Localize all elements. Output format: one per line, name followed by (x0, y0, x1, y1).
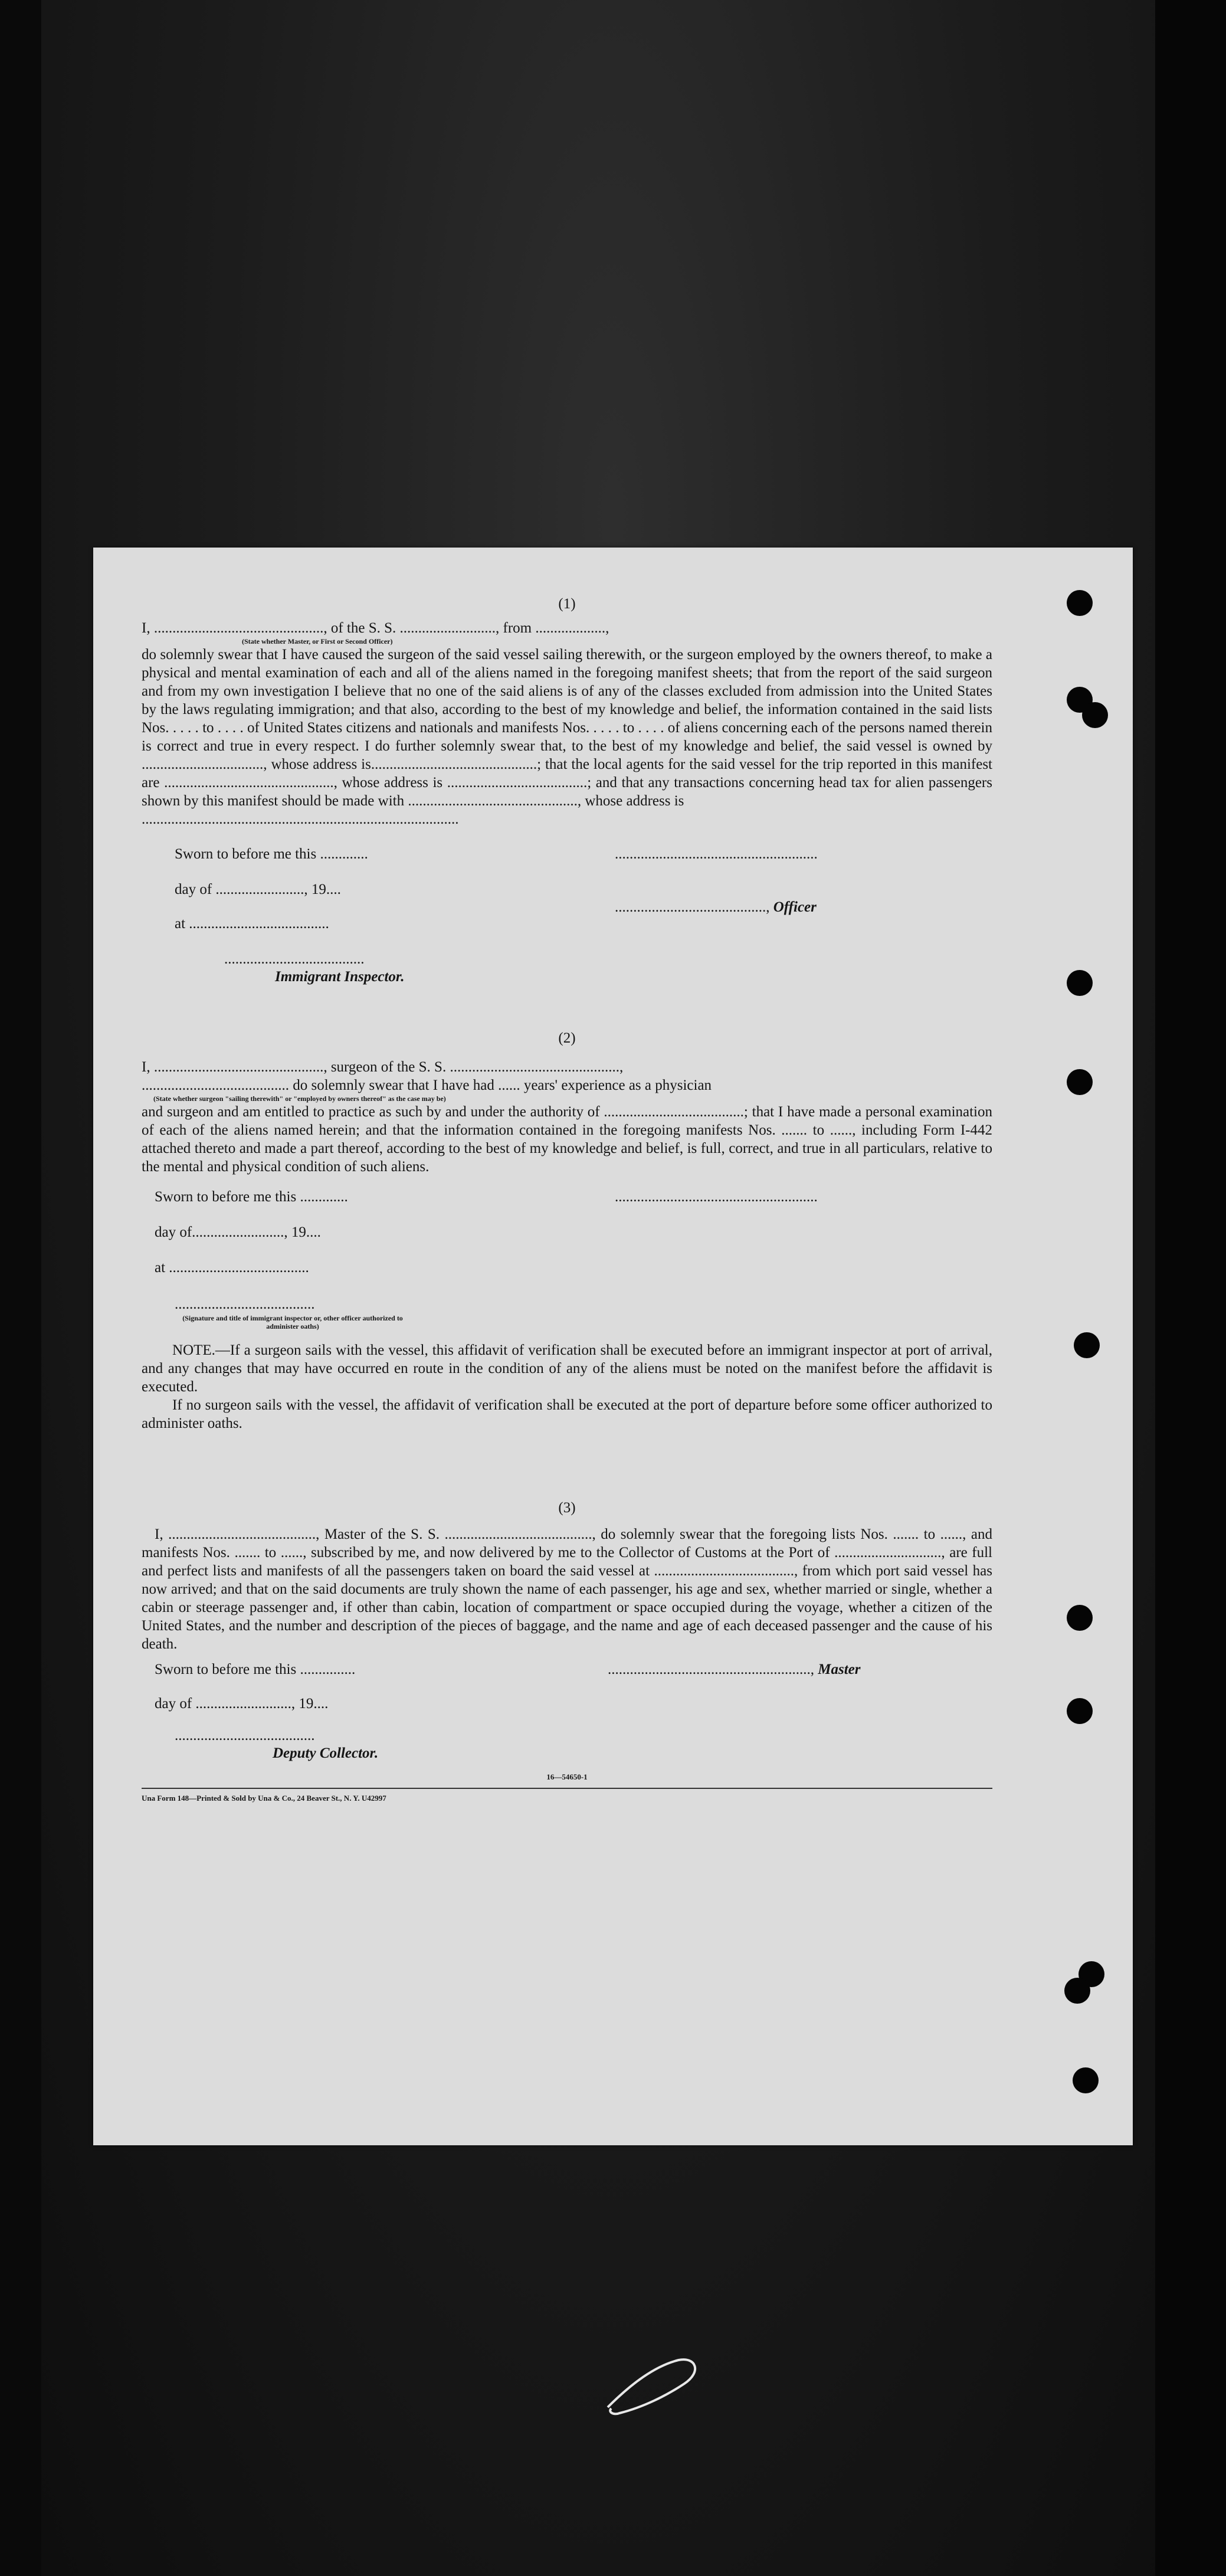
affidavit-text: do solemnly swear that I have caused the surgeon of the said vessel sailing therewith, or the surgeon employed by the owners thereof, to make a physical and mental examination of each and all of the aliens named in the foregoing manifest sheets; that from the report of the said surgeon and from my own investigation I believe that no one of the said aliens is of any of the classes excluded from admission into the United States by the laws regulating immigration; and that also, according to the best of my knowledge and belief, the information contained in the said lists Nos. . . . . to . . . . of United States citizens and nationals and manifests Nos. . . . . to . . . . of aliens concerning each of the persons named therein is correct and true in every respect. I do further solemnly swear that, to the best of my knowledge and belief, the said vessel is owned by ................................., whose address is.............................................; that the local agents for the said vessel for the trip reported in this manifest are .............................................., whose address is ......................................; and that any transactions concerning head tax for alien passengers shown by this manifest should be made with .............................................., whose address is (142, 647, 992, 809)
affidavit-content (142, 595, 992, 1803)
punch-hole (1067, 590, 1093, 616)
signature-area (142, 1658, 992, 1764)
note-paragraph: NOTE.—If a surgeon sails with the vessel, this affidavit of verification shall be executed before an immigrant inspector at port of arrival, and any changes that may have occurred en route in the condition of any of the aliens must be noted on the manifest before the affidavit is executed. (142, 1342, 992, 1395)
declarant-note: (State whether Master, or First or Second Officer) (242, 637, 393, 645)
collector-title: Deputy Collector. (273, 1745, 379, 1761)
day-line: day of .........................., 19.... (155, 1696, 329, 1712)
master-dots: ......................................................., (608, 1661, 818, 1677)
document-page (93, 548, 1133, 2145)
form-code: 16—54650-1 (546, 1772, 588, 1781)
signature-area (142, 1182, 992, 1341)
at-line: at ...................................... (175, 916, 329, 932)
officer-title: Officer (773, 899, 817, 915)
scan-right-edge (1155, 0, 1226, 2576)
scan-left-edge (0, 0, 41, 2576)
punch-hole (1074, 1332, 1100, 1358)
master-title: Master (818, 1661, 861, 1677)
master-signature-line (608, 1660, 860, 1679)
bottom-rule (142, 1788, 992, 1789)
punch-hole (1067, 1605, 1093, 1631)
section-number: (2) (558, 1030, 576, 1046)
punch-hole (1082, 702, 1108, 728)
affidavit-text: and surgeon and am entitled to practice as such by and under the authority of ......................................; that I have made a personal examination of each of the aliens named herein; and that the information contained in the foregoing manifests Nos. ....... to ......, including Form I-442 attached thereto and made a part thereof, according to the best of my knowledge and belief, is full, correct, and true in all particulars, relative to the mental and physical condition of such aliens. (142, 1104, 992, 1175)
sworn-line: Sworn to before me this ............. (175, 846, 368, 862)
affidavit-section-3 (142, 1499, 992, 1803)
surgeon-note: (State whether surgeon "sailing therewith" or "employed by owners thereof" as the case may be) (153, 1094, 446, 1103)
collector-signature-line: ...................................... (175, 1728, 315, 1743)
section-number: (1) (558, 596, 576, 612)
section-number: (3) (558, 1500, 576, 1516)
at-line: at ...................................... (155, 1260, 309, 1276)
signature-note: (Signature and title of immigrant inspector or, other officer authorized to administer oaths) (182, 1314, 403, 1330)
right-signature-line: ....................................................... (615, 846, 818, 862)
inspector-title: Immigrant Inspector. (275, 969, 405, 985)
inspector-signature-line: ...................................... (224, 951, 365, 967)
surgeon-line: I, .............................................., surgeon of the S. S. .............................................., (142, 1059, 624, 1075)
declarant-line: I, .............................................., of the S. S. .........................., from ..................., (142, 620, 609, 636)
printer-credit: Una Form 148—Printed & Sold by Una & Co., 24 Beaver St., N. Y. U42997 (142, 1794, 386, 1802)
officer-dots: ........................................., (615, 899, 773, 915)
signature-line: ...................................... (175, 1296, 315, 1312)
affidavit-section-2 (142, 1029, 992, 1433)
right-signature-line: ....................................................... (615, 1189, 818, 1205)
sworn-line: Sworn to before me this ............... (155, 1661, 356, 1677)
scan-artifact (596, 2342, 714, 2425)
punch-hole (1073, 2067, 1099, 2093)
affidavit-text-end: ...................................................................................... (142, 811, 459, 827)
officer-signature-line (615, 898, 817, 916)
sworn-line: Sworn to before me this ............. (155, 1189, 348, 1205)
day-line: day of ........................, 19.... (175, 881, 341, 897)
signature-area (142, 837, 992, 1014)
experience-line: ........................................ do solemnly swear that I have had ...... years' experience as a physician (142, 1077, 712, 1093)
punch-hole (1067, 1698, 1093, 1724)
note-paragraph: If no surgeon sails with the vessel, the affidavit of verification shall be executed at the port of departure before some officer authorized to administer oaths. (142, 1397, 992, 1431)
affidavit-section-1 (142, 595, 992, 1014)
punch-hole (1064, 1978, 1090, 2004)
day-line: day of........................., 19.... (155, 1224, 321, 1240)
punch-hole (1067, 1069, 1093, 1095)
affidavit-text: I, ........................................, Master of the S. S. ........................................, do solemnly swear that the foregoing lists Nos. ....... to ......, and manifests Nos. ....... to ......, subscribed by me, and now delivered by me to the Collector of Customs at the Port of ............................., are full and perfect lists and manifests of all the passengers taken on board the said vessel at ......................................, from which port said vessel has now arrived; and that on the said documents are truly shown the name of each passenger, his age and sex, whether married or single, whether a cabin or steerage passenger and, if other than cabin, location of compartment or space occupied during the voyage, whether a citizen of the United States, and the number and description of the pieces of baggage, and the name and age of each deceased passenger and the cause of his death. (142, 1526, 992, 1652)
punch-hole (1067, 970, 1093, 996)
